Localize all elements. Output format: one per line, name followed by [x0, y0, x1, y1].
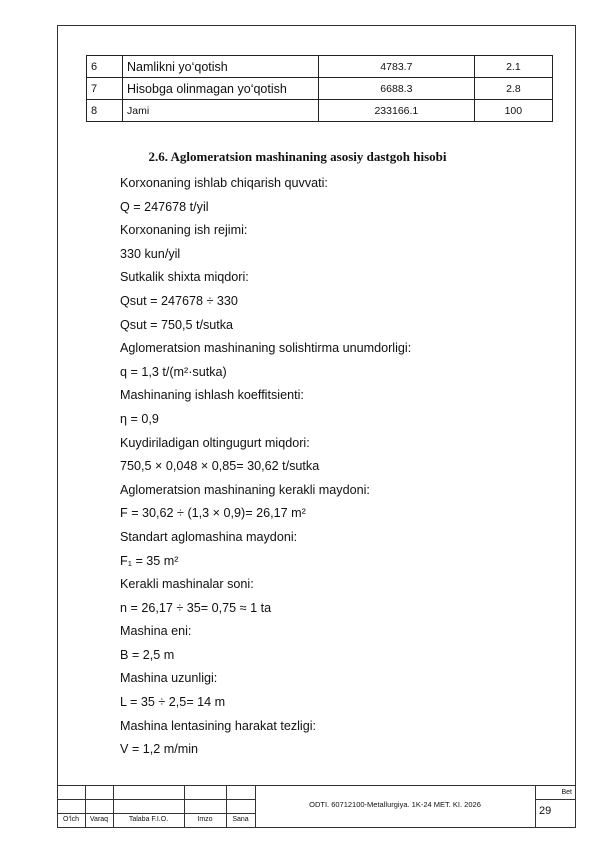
- table-row: [87, 56, 553, 78]
- row-number: 8: [87, 100, 123, 122]
- text-line: Mashinaning ishlash koeffitsienti:: [120, 388, 304, 403]
- stamp-col-talaba: Talaba F.I.O.: [128, 816, 169, 823]
- row-name: Namlikni yo‘qotish: [123, 56, 319, 78]
- text-line: Mashina lentasining harakat tezligi:: [120, 718, 317, 733]
- summary-table: [86, 55, 553, 122]
- text-line: B = 2,5 m: [120, 647, 175, 662]
- page-number: 29: [539, 805, 552, 817]
- text-line: Korxonaning ishlab chiqarish quvvati:: [120, 176, 328, 190]
- text-line: η = 0,9: [120, 411, 159, 426]
- text-line: q = 1,3 t/(m²·sutka): [120, 364, 227, 379]
- text-line: Mashina uzunligi:: [120, 671, 218, 686]
- text-line: n = 26,17 ÷ 35= 0,75 ≈ 1 ta: [120, 600, 272, 615]
- row-number: 6: [87, 56, 123, 78]
- text-line: Standart aglomashina maydoni:: [120, 529, 298, 544]
- title-block: [57, 785, 576, 828]
- row-value: 4783.7: [319, 56, 475, 78]
- document-code: ODTI. 60712100-Metallurgiya. 1K-24 MET. KI. 2026: [309, 800, 481, 809]
- text-line: 330 kun/yil: [120, 246, 181, 261]
- text-line: Aglomeratsion mashinaning solishtirma unumdorligi:: [120, 341, 412, 356]
- row-name: Jami: [123, 100, 319, 122]
- bet-label: Bet: [561, 789, 572, 796]
- row-value: 6688.3: [319, 78, 475, 100]
- stamp-col-varaq: Varaq: [89, 816, 109, 823]
- text-line: L = 35 ÷ 2,5= 14 m: [120, 695, 226, 710]
- stamp-line: [535, 799, 576, 800]
- text-line: Kerakli mashinalar soni:: [120, 577, 254, 592]
- text-line: Aglomeratsion mashinaning kerakli maydoni:: [120, 482, 370, 497]
- text-line: Mashina eni:: [120, 624, 192, 639]
- table-row: [87, 78, 553, 100]
- row-percent: 2.1: [474, 56, 552, 78]
- row-value: 233166.1: [319, 100, 475, 122]
- stamp-line: [57, 785, 576, 786]
- text-line: 750,5 × 0,048 × 0,85= 30,62 t/sutka: [120, 459, 320, 474]
- stamp-col-olch: O‘lch: [63, 816, 79, 823]
- row-percent: 100: [474, 100, 552, 122]
- text-line: Q = 247678 t/yil: [120, 199, 209, 214]
- text-line: V = 1,2 m/min: [120, 742, 199, 757]
- text-line: Qsut = 247678 ÷ 330: [120, 293, 238, 308]
- text-line: F = 30,62 ÷ (1,3 × 0,9)= 26,17 m²: [120, 506, 306, 521]
- stamp-col-imzo: Imzo: [197, 816, 213, 823]
- section-body: [120, 172, 560, 762]
- row-name: Hisobga olinmagan yo‘qotish: [123, 78, 319, 100]
- text-line: F₁ = 35 m²: [120, 553, 179, 568]
- table-row: [87, 100, 553, 122]
- text-line: Sutkalik shixta miqdori:: [120, 270, 249, 285]
- row-number: 7: [87, 78, 123, 100]
- text-line: Korxonaning ish rejimi:: [120, 223, 248, 238]
- text-line: Kuydiriladigan oltingugurt miqdori:: [120, 435, 310, 450]
- section-heading: 2.6. Aglomeratsion mashinaning asosiy dastgoh hisobi: [148, 149, 447, 164]
- row-percent: 2.8: [474, 78, 552, 100]
- stamp-col-sana: Sana: [232, 816, 249, 823]
- text-line: Qsut = 750,5 t/sutka: [120, 317, 234, 332]
